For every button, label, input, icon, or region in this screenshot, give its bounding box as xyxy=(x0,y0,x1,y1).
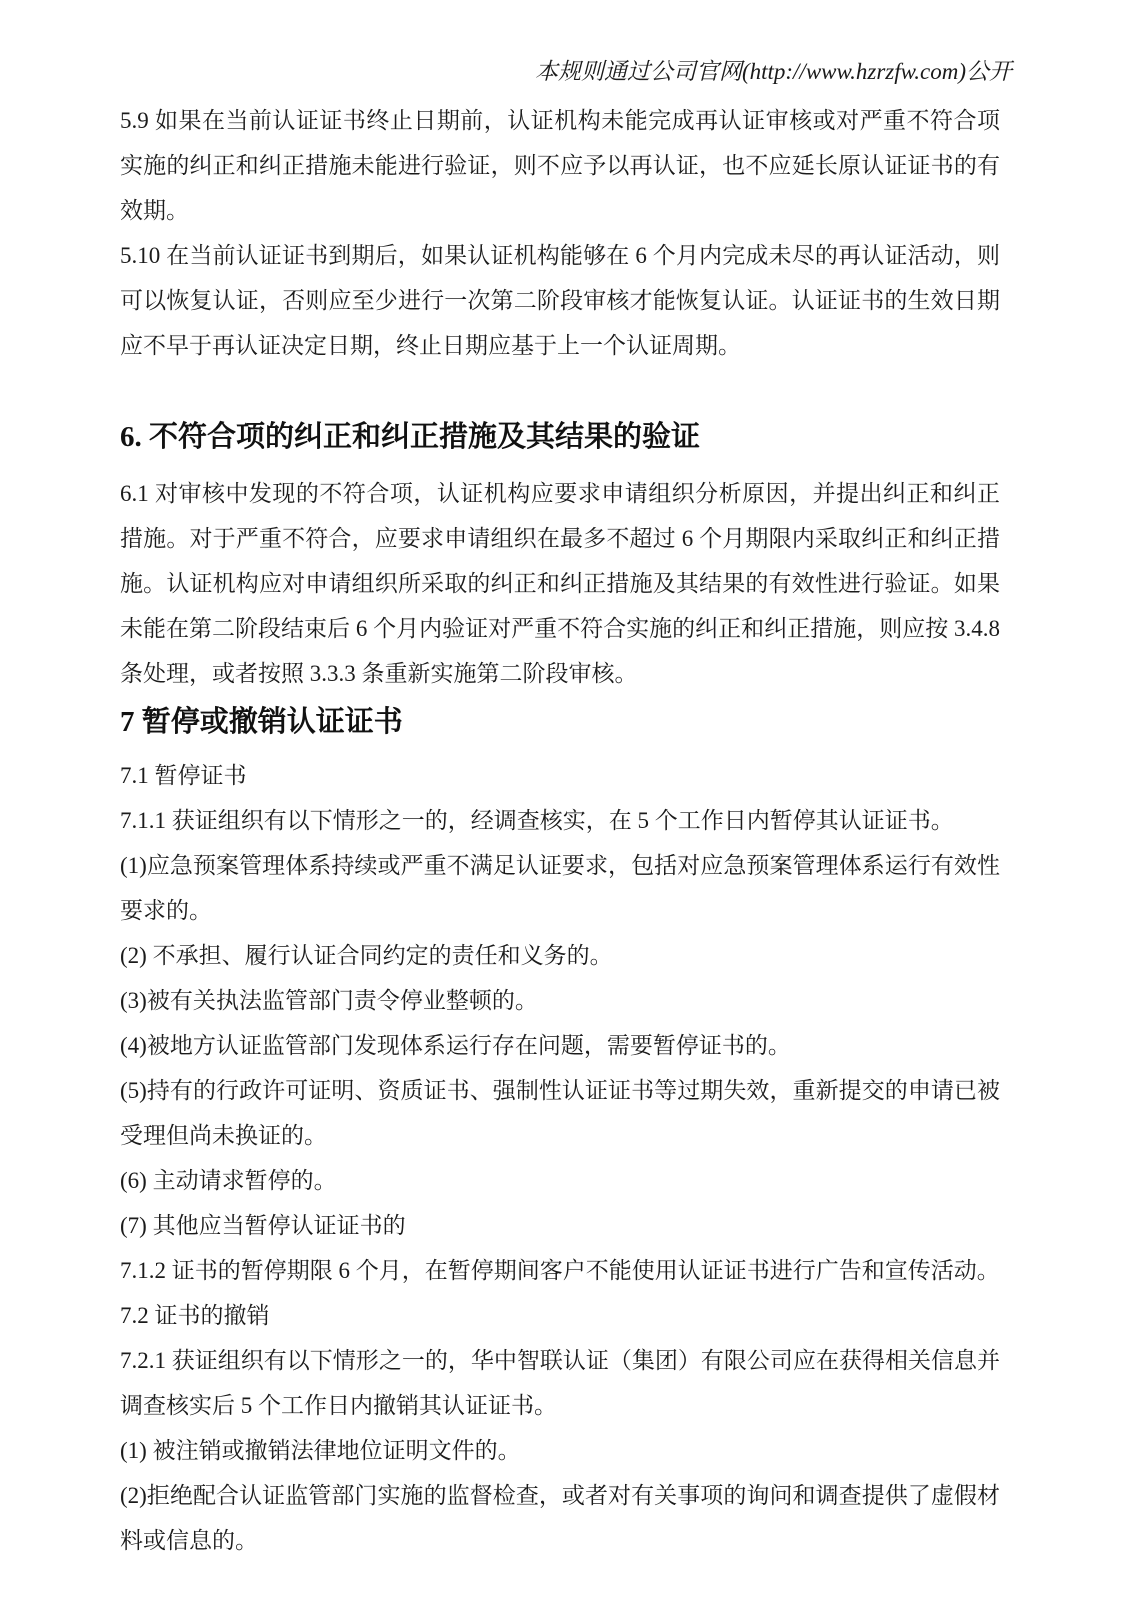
list-item-revoke-1: (1) 被注销或撤销法律地位证明文件的。 xyxy=(120,1438,521,1463)
paragraph-7-2: 7.2 证书的撤销 xyxy=(120,1303,270,1328)
paragraph-7-1-2: 7.1.2 证书的暂停期限 6 个月，在暂停期间客户不能使用认证证书进行广告和宣传活动。 xyxy=(120,1258,1000,1283)
section-heading-7: 7 暂停或撤销认证证书 xyxy=(120,706,403,738)
header-publication-note: 本规则通过公司官网(http://www.hzrzfw.com)公开 xyxy=(534,59,1012,84)
paragraph-6-1: 6.1 对审核中发现的不符合项，认证机构应要求申请组织分析原因，并提出纠正和纠正措施。对于严重不符合，应要求申请组织在最多不超过 6 个月期限内采取纠正和纠正措施。认证机构应对申请组织所采取的纠正和纠正措施及其结果的有效性进行验证。如果未能在第二阶段结束后 6 个月内验证对严重不符合实施的纠正和纠正措施，则应按 3.4.8 条处理，或者按照 3.3.3 条重新实施第二阶段审核。 xyxy=(120,481,1000,686)
list-item-suspend-4: (4)被地方认证监管部门发现体系运行存在问题，需要暂停证书的。 xyxy=(120,1033,791,1058)
list-item-suspend-1: (1)应急预案管理体系持续或严重不满足认证要求，包括对应急预案管理体系运行有效性要求的。 xyxy=(120,853,1000,923)
paragraph-7-1-1: 7.1.1 获证组织有以下情形之一的，经调查核实，在 5 个工作日内暂停其认证证书。 xyxy=(120,808,954,833)
paragraph-7-1: 7.1 暂停证书 xyxy=(120,763,247,788)
list-item-suspend-3: (3)被有关执法监管部门责令停业整顿的。 xyxy=(120,988,538,1013)
list-item-suspend-2: (2) 不承担、履行认证合同约定的责任和义务的。 xyxy=(120,943,613,968)
list-item-suspend-7: (7) 其他应当暂停认证证书的 xyxy=(120,1213,406,1238)
paragraph-5-9: 5.9 如果在当前认证证书终止日期前，认证机构未能完成再认证审核或对严重不符合项实施的纠正和纠正措施未能进行验证，则不应予以再认证，也不应延长原认证证书的有效期。 xyxy=(120,108,1000,223)
paragraph-5-10: 5.10 在当前认证证书到期后，如果认证机构能够在 6 个月内完成未尽的再认证活动，则可以恢复认证，否则应至少进行一次第二阶段审核才能恢复认证。认证证书的生效日期应不早于再认证决定日期，终止日期应基于上一个认证周期。 xyxy=(120,243,1001,358)
list-item-suspend-6: (6) 主动请求暂停的。 xyxy=(120,1168,337,1193)
paragraph-7-2-1: 7.2.1 获证组织有以下情形之一的，华中智联认证（集团）有限公司应在获得相关信息并调查核实后 5 个工作日内撤销其认证证书。 xyxy=(120,1348,1000,1418)
list-item-suspend-5: (5)持有的行政许可证明、资质证书、强制性认证证书等过期失效，重新提交的申请已被受理但尚未换证的。 xyxy=(120,1078,1000,1148)
list-item-revoke-2: (2)拒绝配合认证监管部门实施的监督检查，或者对有关事项的询问和调查提供了虚假材料或信息的。 xyxy=(120,1483,1000,1553)
section-heading-6: 6. 不符合项的纠正和纠正措施及其结果的验证 xyxy=(120,421,701,453)
